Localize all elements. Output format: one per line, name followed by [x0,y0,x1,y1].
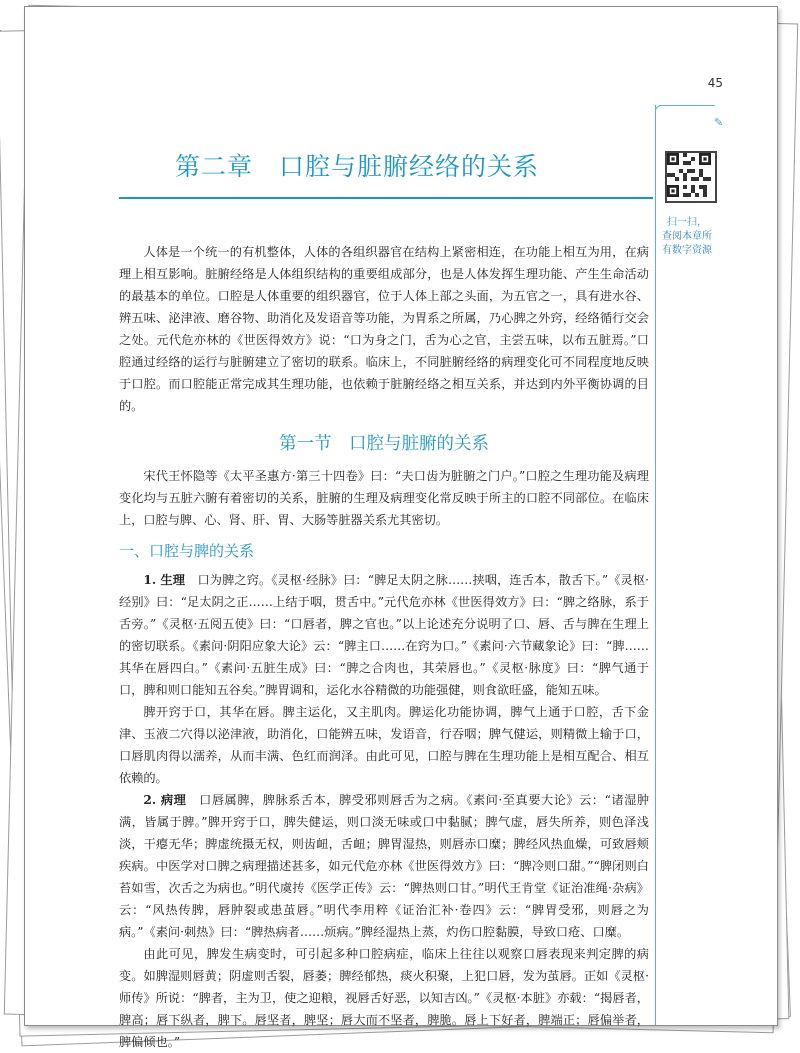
qr-caption-highlight: 扫一扫， [667,217,707,228]
book-page [24,6,778,1049]
margin-frame-corner [655,105,664,114]
chapter-title-rule [119,197,653,199]
physiology-paragraph [119,569,649,701]
physiology-label: 1. 生理 [143,573,186,587]
section-title: 第一节 口腔与脏腑的关系 [279,434,489,454]
qr-caption-line1: 查阅本章所 [662,231,712,242]
chapter-intro-paragraph: 人体是一个统一的有机整体，人体的各组织器官在结构上紧密相连，在功能上相互为用，在病理上相互影响。脏腑经络是人体组织结构的重要组成部分，也是人体发挥生理功能、产生生命活动的最基本的单位。口腔是人体重要的组织器官，位于人体上部之头面，为五官之一，具有进水谷、辨五味、泌津液、磨谷物、助消化及发语音等功能，为胃系之所属，乃心脾之外窍，经络循行交会之处。元代危亦林的《世医得效方》说：“口为身之门，舌为心之官，主尝五味，以布五脏焉。”口腔通过经络的运行与脏腑建立了密切的联系。临床上，不同脏腑经络的病理变化可不同程度地反映于口腔。而口腔能正常完成其生理功能，也依赖于脏腑经络之相互关系，并达到内外平衡协调的目的。 [119,245,649,413]
pathology-paragraph-2: 由此可见，脾发生病变时，可引起多种口腔病症，临床上往往以观察口唇表现来判定脾的病变。如脾湿则唇黄；阴虚则舌裂，唇萎；脾经郁热，痰火积聚，上犯口唇，发为茧唇。正如《灵枢·师传》所说：“脾者，主为卫，使之迎粮，视唇舌好恶，以知吉凶。”《灵枢·本脏》亦载：“揭唇者，脾高；唇下纵者，脾下。唇坚者，脾坚；唇大而不坚者，脾脆。唇上下好者，脾端正；唇偏举者，脾偏倾也。” [119,947,649,1049]
qr-code-icon[interactable] [665,151,717,203]
qr-caption [645,216,729,258]
pathology-paragraph [119,789,649,943]
chapter-title: 第二章 口腔与脏腑经络的关系 [174,152,539,181]
subsection-title: 一、口腔与脾的关系 [119,542,255,560]
margin-frame-top [659,105,715,106]
pathology-label: 2. 病理 [143,793,187,807]
physiology-paragraph-2: 脾开窍于口，其华在唇。脾主运化，又主肌肉。脾运化功能协调，脾气上通于口腔，舌下金津、玉液二穴得以泌津液，助消化，口能辨五味，发语音，行吞咽；脾气健运，则精微上输于口，口唇肌肉得以濡养，从而丰满、色红而润泽。由此可见，口腔与脾在生理功能上是相互配合、相互依赖的。 [119,705,649,785]
pathology-text: 口唇属脾，脾脉系舌本，脾受邪则唇舌为之病。《素问·至真要大论》云：“诸湿肿满，皆属于脾。”脾开窍于口，脾失健运，则口淡无味或口中黏腻；脾气虚，唇失所养，则色泽浅淡，干瘪无华；脾虚统摄无权，则齿衄，舌衄；脾胃湿热，则唇赤口糜；脾经风热血燥，可致唇颊疾病。中医学对口脾之病理描述甚多，如元代危亦林《世医得效方》曰：“脾冷则口甜。”“脾闭则白苔如雪，次舌之为病也。”明代虞抟《医学正传》云：“脾热则口甘。”明代王肯堂《证治准绳·杂病》云：“风热传脾，唇肿裂或患茧唇。”明代李用粹《证治汇补·卷四》云：“脾胃受邪，则唇之为病。”《素问·刺热》曰：“脾热病者……烦病。”脾经湿热上蒸，灼伤口腔黏膜，导致口疮、口糜。 [119,793,650,939]
section-intro-paragraph: 宋代王怀隐等《太平圣惠方·第三十四卷》曰：“夫口齿为脏腑之门户。”口腔之生理功能及病理变化均与五脏六腑有着密切的关系，脏腑的生理及病理变化常反映于所主的口腔不同部位。在临床上，口腔与脾、心、肾、肝、胃、大肠等脏器关系尤其密切。 [119,469,649,527]
physiology-text: 口为脾之窍。《灵枢·经脉》曰：“脾足太阴之脉……挟咽，连舌本，散舌下。”《灵枢·经别》曰：“足太阴之正……上结于咽，贯舌中。”元代危亦林《世医得效方》曰：“脾之络脉，系于舌旁。”《灵枢·五阅五使》曰：“口唇者，脾之官也。”以上论述充分说明了口、唇、舌与脾在生理上的密切联系。《素问·阴阳应象大论》云：“脾主口……在窍为口。”《素问·六节藏象论》曰：“脾……其华在唇四白。”《素问·五脏生成》曰：“脾之合肉也，其荣唇也。”《灵枢·脉度》曰：“脾气通于口，脾和则口能知五谷矣。”脾胃调和，运化水谷精微的功能强健，则食欲旺盛，能知五味。 [119,573,650,697]
pencil-icon: ✎ [714,116,724,129]
page-number: 45 [707,76,723,90]
page-content [119,241,649,1053]
qr-caption-line2: 有数字资源 [662,245,712,256]
